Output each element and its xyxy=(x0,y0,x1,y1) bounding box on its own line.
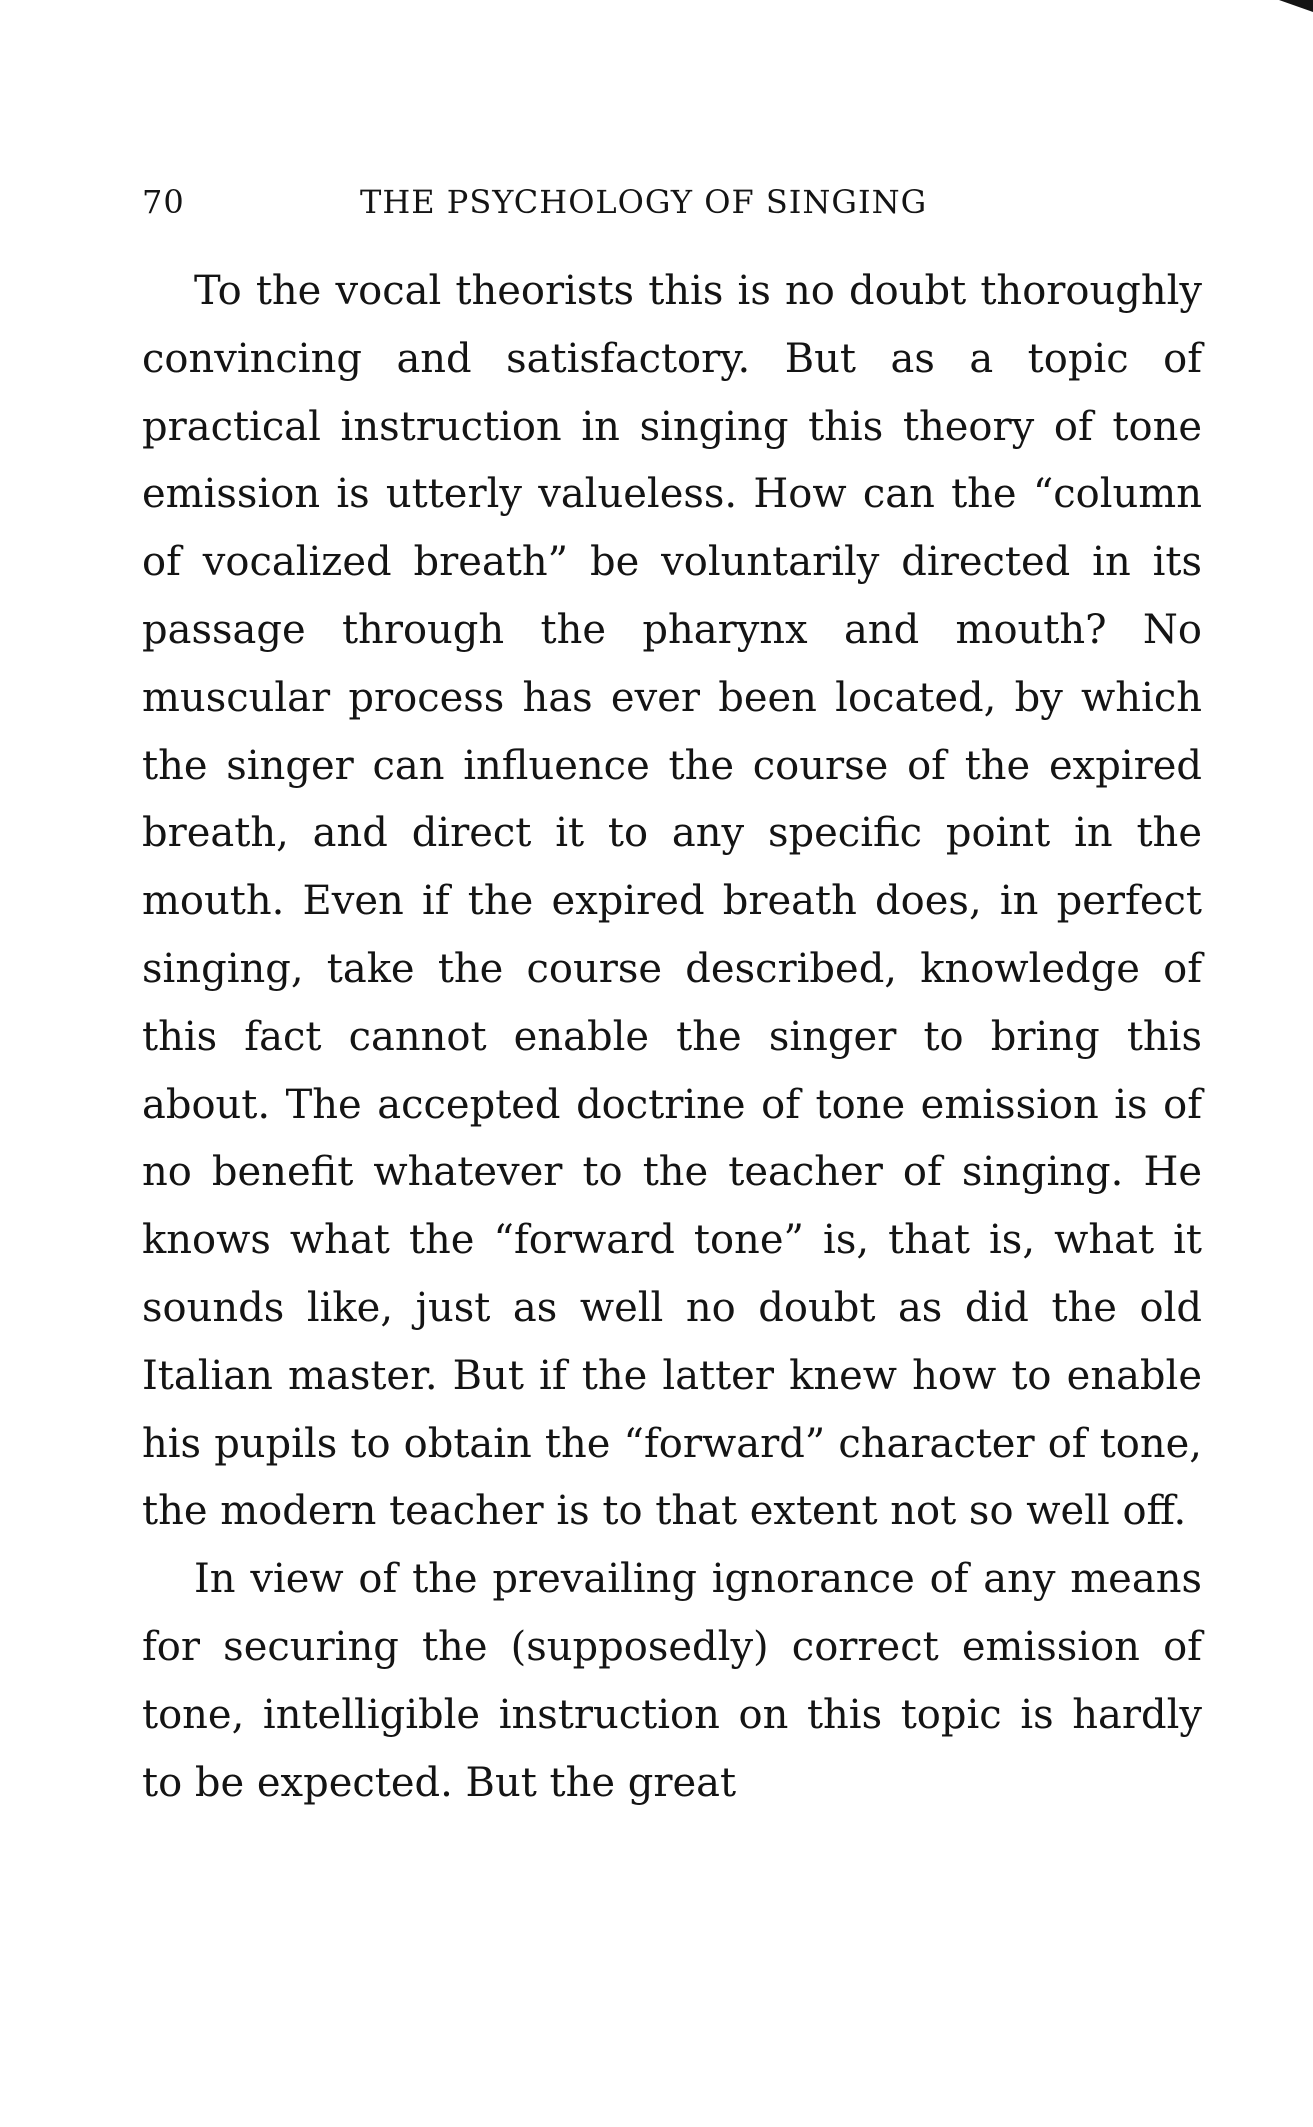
running-title: THE PSYCHOLOGY OF SINGING xyxy=(360,183,928,221)
running-head xyxy=(142,180,1202,224)
paragraph: To the vocal theorists this is no doubt thoroughly convincing and satisfactory. But as a topic of practical instruction in singing this theory of tone emission is utterly valueless. How can the “column of vocalized breath” be voluntarily directed in its passage through the pharynx and mouth? No muscular process has ever been located, by which the singer can influence the course of the expired breath, and direct it to any specific point in the mouth. Even if the expired breath does, in perfect singing, take the course described, knowledge of this fact cannot enable the singer to bring this about. The accepted doctrine of tone emission is of no benefit whatever to the teacher of singing. He knows what the “forward tone” is, that is, what it sounds like, just as well no doubt as did the old Italian master. But if the latter knew how to enable his pupils to obtain the “forward” character of tone, the modern teacher is to that extent not so well off. xyxy=(142,268,1202,1535)
page-number: 70 xyxy=(142,183,185,221)
body-text xyxy=(142,258,1202,1817)
paragraph: In view of the prevailing ignorance of any means for securing the (supposedly) correct emission of tone, intelligible instruction on this topic is hardly to be expected. But the great xyxy=(142,1556,1202,1806)
corner-mark xyxy=(1279,0,1313,12)
